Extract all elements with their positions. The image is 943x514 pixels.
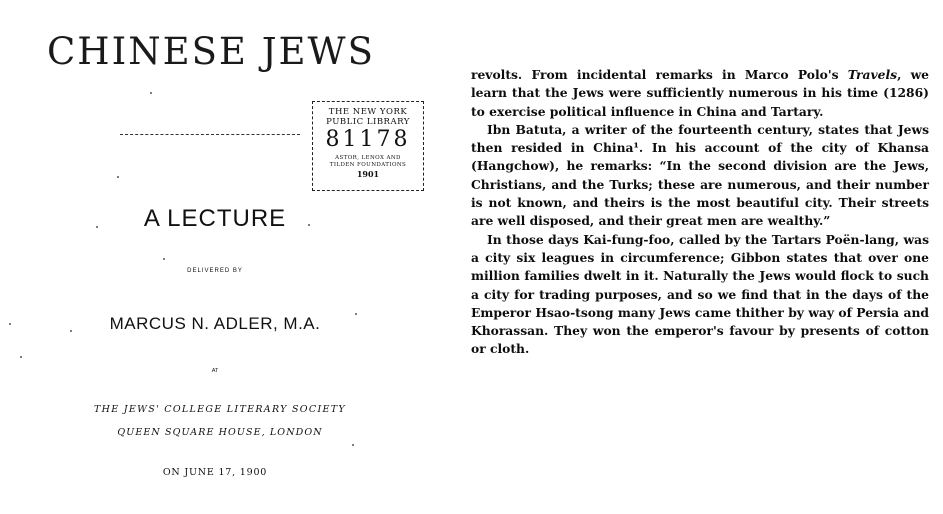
title-rule — [120, 134, 300, 135]
scan-speck — [150, 92, 152, 94]
paragraph-1-start: revolts. From incidental remarks in Marco Polo's — [471, 67, 848, 82]
scan-speck — [20, 356, 22, 358]
stamp-line-2: PUBLIC LIBRARY — [326, 116, 410, 127]
scan-speck — [70, 330, 72, 332]
society-name: THE JEWS' COLLEGE LITERARY SOCIETY — [94, 404, 346, 415]
paragraph-1-end: , we learn that the Jews were sufficiently numerous in his time (1286) to exercise political influence in China and Tartary. — [471, 67, 929, 119]
scan-speck — [96, 226, 98, 228]
paragraph-2: Ibn Batuta, a writer of the fourteenth century, states that Jews then resided in China¹. In his account of the city of Khansa (Hangchow), he remarks: “In the second division are the Jews, Christians, and the Turks; these are numerous, and their number is not known, and theirs is the most beautiful city. Their streets are well disposed, and their great men are wealthy.” — [471, 121, 929, 229]
library-stamp — [312, 101, 424, 191]
stamp-line-1: THE NEW YORK — [328, 107, 408, 117]
venue: QUEEN SQUARE HOUSE, LONDON — [117, 427, 323, 438]
text-page — [471, 66, 929, 359]
scan-speck — [117, 176, 119, 178]
scan-speck — [355, 313, 357, 315]
scan-speck — [352, 444, 354, 446]
delivered-by: DELIVERED BY — [187, 268, 243, 274]
book-title: CHINESE JEWS — [47, 30, 375, 73]
at-label: AT — [211, 368, 219, 374]
author-name: MARCUS N. ADLER, M.A. — [109, 314, 321, 333]
scan-speck — [308, 224, 310, 226]
subtitle: A LECTURE — [143, 205, 287, 232]
stamp-line-4: ASTOR, LENOX AND — [335, 155, 401, 161]
paragraph-1 — [471, 66, 929, 121]
scan-speck — [163, 258, 165, 260]
stamp-number: 81178 — [325, 127, 411, 152]
title-page — [0, 0, 460, 514]
stamp-year: 1901 — [356, 169, 380, 179]
scan-speck — [9, 323, 11, 325]
paragraph-3: In those days Kai-fung-foo, called by the Tartars Poën-lang, was a city six leagues in circumference; Gibbon states that over one million families dwelt in it. Naturally the Jews would flock to such a city for trading purposes, and so we find that in the days of the Emperor Hsao-tsong many Jews came thither by way of Persia and Khorassan. They won the emperor's favour by presents of cotton or cloth. — [471, 231, 929, 357]
travels-title: Travels — [847, 67, 898, 82]
stamp-line-5: TILDEN FOUNDATIONS — [329, 161, 407, 168]
lecture-date: ON JUNE 17, 1900 — [162, 467, 268, 478]
